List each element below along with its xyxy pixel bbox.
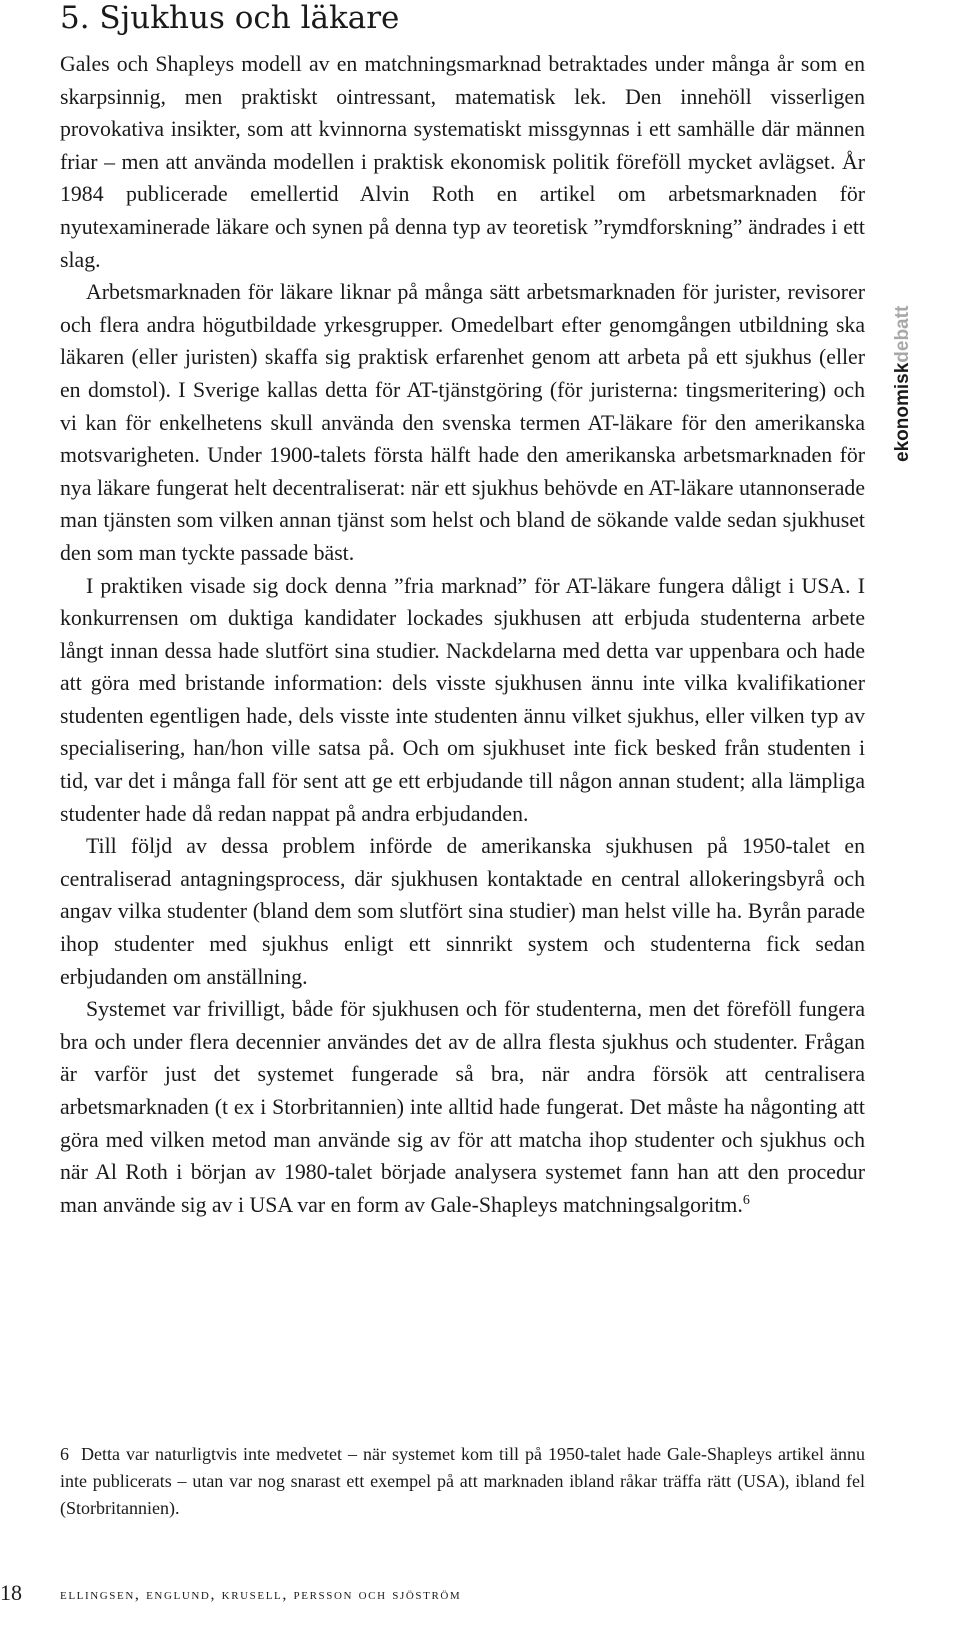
section-heading: 5. Sjukhus och läkare (60, 0, 400, 36)
page-number: 18 (0, 1580, 22, 1605)
paragraph-2: Arbetsmarknaden för läkare liknar på många sätt arbetsmarknaden för jurister, revisorer och flera andra högutbildade yrkesgrupper. Omedelbart efter genomgången utbildning ska läkaren (eller juristen) skaffa sig praktisk erfarenhet genom att arbeta på ett sjukhus (eller en domstol). I Sverige kallas detta för AT-tjänstgöring (för juristerna: tingsmeritering) och vi kan för enkelhetens skull använda den svenska termen AT-läkare för den amerikanska motsvarigheten. Under 1900-talets första hälft hade den amerikanska arbetsmarknaden för nya läkare fungerat helt decentraliserat: när ett sjukhus behövde en AT-läkare utannonserade man tjänsten som vilken annan tjänst som helst och bland de sökande valde sedan sjukhuset den som man tyckte passade bäst. (60, 280, 865, 565)
journal-logo (890, 290, 920, 490)
paragraph-5-text: Systemet var frivilligt, både för sjukhusen och för studenterna, men det föreföll fungera bra och under flera decennier användes det av de allra flesta sjukhus och studenter. Frågan är varför just det systemet fungerade så bra, när andra försök att centralisera arbetsmarknaden (t ex i Storbritannien) inte alltid hade fungerat. Det måste ha någonting att göra med vilken metod man använde sig av för att matcha ihop studenter och sjukhus och när Al Roth i början av 1980-talet började analysera systemet fann han att den procedur man använde sig av i USA var en form av Gale-Shapleys matchningsalgoritm. (60, 997, 865, 1217)
logo-part-ekonomisk: ekonomisk (892, 362, 913, 462)
running-footer-authors: ellingsen, englund, krusell, persson och sjöström (60, 1586, 462, 1603)
footnote-paragraph (60, 1441, 865, 1522)
paragraph-4: Till följd av dessa problem införde de amerikanska sjukhusen på 1950-talet en centraliserad antagningsprocess, där sjukhusen kontaktade en central allokeringsbyrå och angav vilka studenter (bland dem som slutfört sina studier) man helst ville ha. Byrån parade ihop studenter med sjukhus enligt ett sinnrikt system och studenterna fick sedan erbjudanden om anställning. (60, 834, 865, 989)
footnote-reference[interactable]: 6 (742, 1192, 750, 1208)
paragraph-3: I praktiken visade sig dock denna ”fria marknad” för AT-läkare fungera dåligt i USA. I konkurrensen om duktiga kandidater lockades sjukhusen att erbjuda studenterna arbete långt innan dessa hade slutfört sina studier. Nackdelarna med detta var uppenbara och hade att göra med bristande information: dels visste sjukhusen ännu inte vilka kvalifikationer studenten egentligen hade, dels visste inte studenten ännu vilket sjukhus, eller vilken typ av specialisering, han/hon ville satsa på. Och om sjukhuset inte fick besked från studenten i tid, var det i många fall för sent att ge ett erbjudande till någon annan student; alla lämpliga studenter hade då redan nappat på andra erbjudanden. (60, 573, 865, 826)
article-body (60, 48, 865, 1221)
paragraph-1: Gales och Shapleys modell av en matchningsmarknad betraktades under många år som en skarpsinnig, men praktiskt ointressant, matematisk lek. Den innehöll visserligen provokativa insikter, som att kvinnorna systematiskt missgynnas i ett samhälle där männen friar – men att använda modellen i praktisk ekonomisk politik föreföll mycket avlägset. År 1984 publicerade emellertid Alvin Roth en artikel om arbetsmarknaden för nyutexaminerade läkare och synen på denna typ av teoretisk ”rymdforskning” ändrades i ett slag. (60, 52, 865, 272)
paragraph-5 (60, 993, 865, 1221)
journal-logo-text (892, 306, 914, 462)
footnote (60, 1441, 865, 1522)
footnote-marker: 6 (60, 1444, 69, 1464)
logo-part-debatt: debatt (892, 305, 913, 363)
footnote-text: Detta var naturligtvis inte medvetet – när systemet kom till på 1950-talet hade Gale-Shapleys artikel ännu inte publicerats – utan var nog snarast ett exempel på att marknaden ibland råkar träffa rätt (USA), ibland fel (Storbritannien). (60, 1444, 865, 1518)
